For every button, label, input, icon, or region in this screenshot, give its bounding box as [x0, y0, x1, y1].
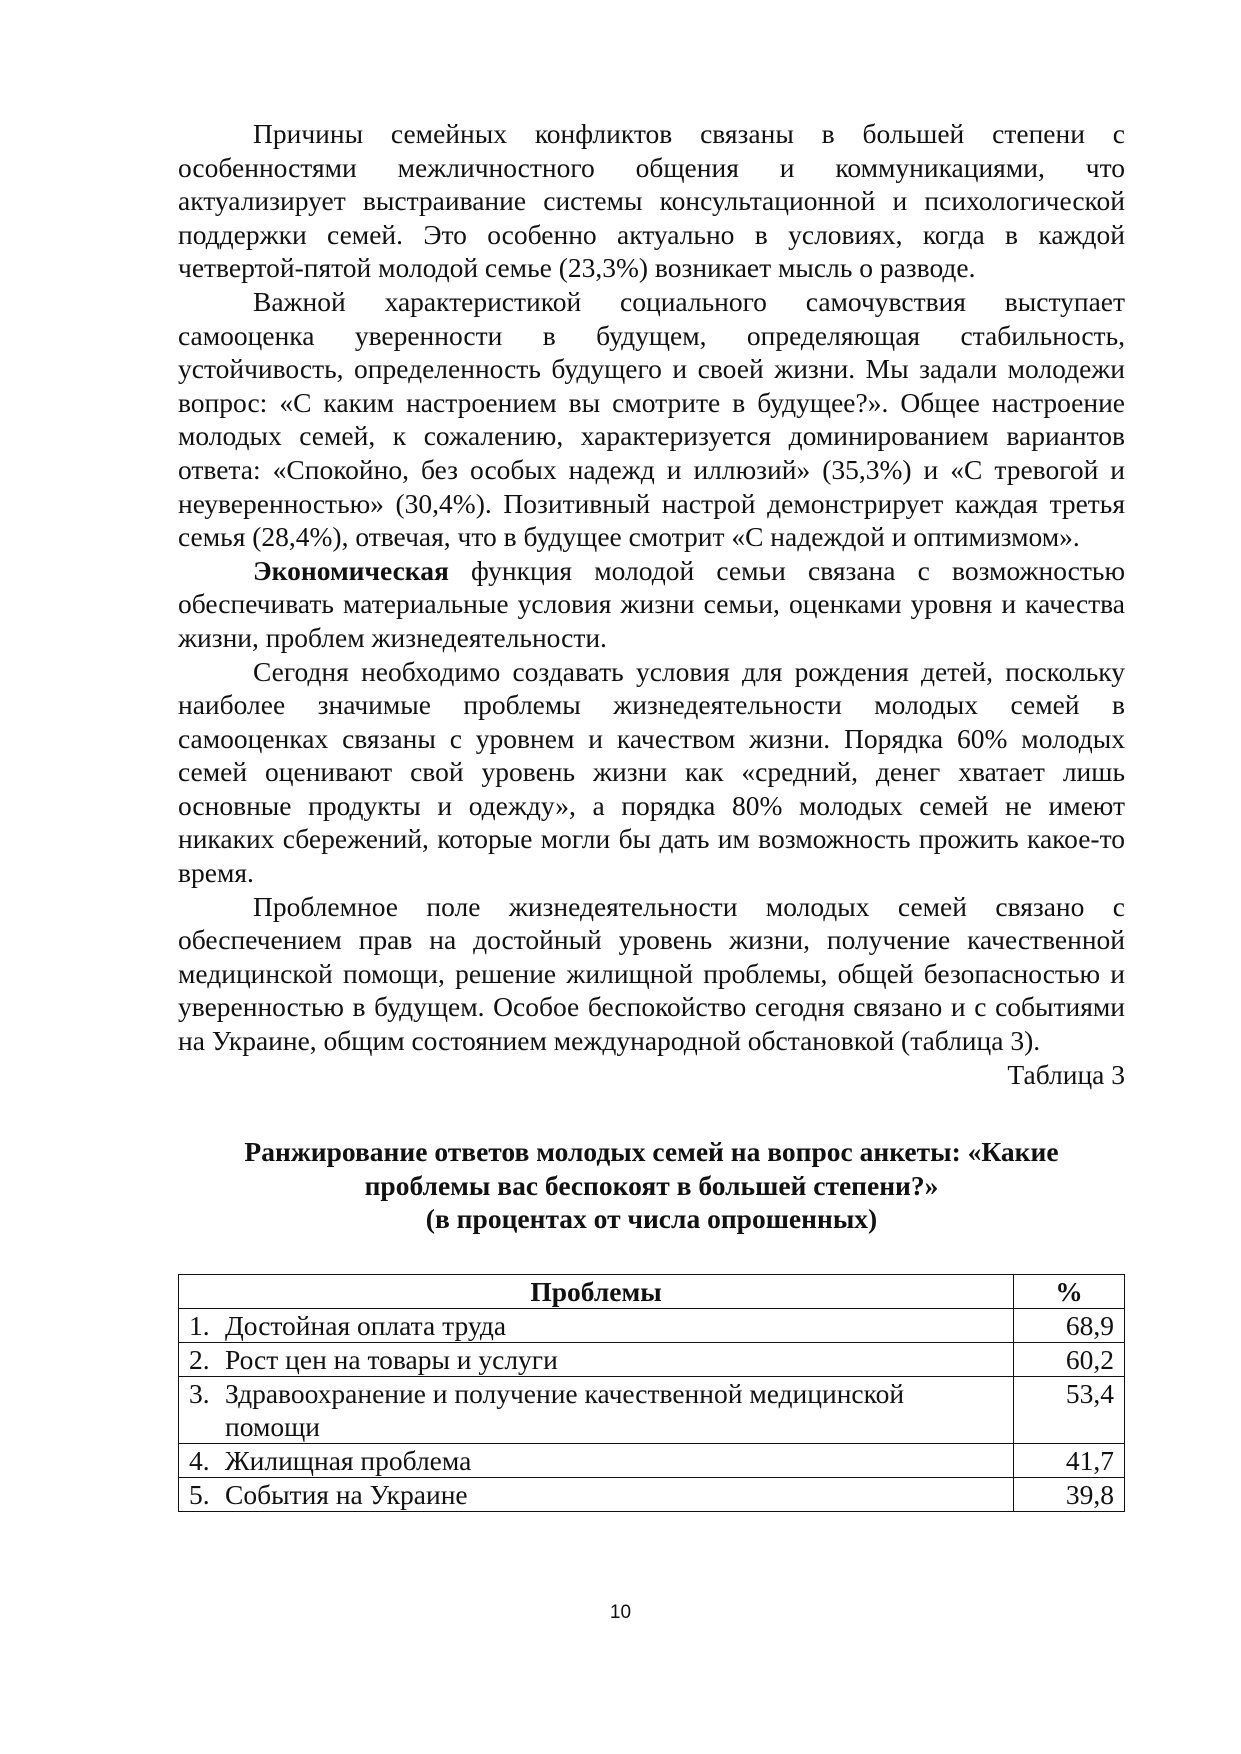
document-page [178, 117, 1125, 1512]
problem-text: Рост цен на товары и услуги [225, 1344, 558, 1375]
row-number: 5. [189, 1479, 210, 1510]
column-header-percent: % [1014, 1275, 1125, 1309]
table-row [179, 1377, 1125, 1444]
problems-table [178, 1274, 1125, 1512]
percent-cell: 68,9 [1014, 1309, 1125, 1343]
problem-text: Здравоохранение и получение качественной медицинской помощи [225, 1378, 905, 1442]
page-number: 10 [609, 1602, 632, 1623]
row-number: 3. [189, 1378, 210, 1409]
paragraph-problem-field: Проблемное поле жизнедеятельности молодых семей связано с обеспечением прав на достойный уровень жизни, получение качественной медицинской помощи, решение жилищной проблемы, общей безопасностью и уверенностью в будущем. Особое беспокойство сегодня связано и с событиями на Украине, общим состоянием международной обстановкой (таблица 3). [178, 890, 1125, 1057]
row-number: 2. [189, 1344, 210, 1375]
table-row [179, 1478, 1125, 1512]
percent-cell: 53,4 [1014, 1377, 1125, 1444]
problem-text: Жилищная проблема [225, 1445, 472, 1476]
problem-text: Достойная оплата труда [225, 1310, 507, 1341]
table-row [179, 1343, 1125, 1377]
row-number: 1. [189, 1310, 210, 1341]
problem-cell [179, 1478, 1014, 1512]
problem-cell [179, 1343, 1014, 1377]
paragraph-economic-function-text: функция молодой семьи связана с возможностью обеспечивать материальные условия жизни семьи, оценками уровня и качества жизни, проблем жизнедеятельности. [178, 554, 1125, 653]
row-number: 4. [189, 1445, 210, 1476]
table-title-line-3: (в процентах от числа опрошенных) [425, 1203, 878, 1235]
table-row [179, 1309, 1125, 1343]
table-label: Таблица 3 [1007, 1058, 1125, 1090]
percent-cell: 41,7 [1014, 1444, 1125, 1478]
table-header-row [179, 1275, 1125, 1309]
problem-text: События на Украине [225, 1479, 468, 1510]
paragraph-economic-function [178, 554, 1125, 655]
percent-cell: 60,2 [1014, 1343, 1125, 1377]
paragraph-family-conflicts: Причины семейных конфликтов связаны в большей степени с особенностями межличностного общения и коммуникациями, что актуализирует выстраивание системы консультационной и психологической поддержки семей. Это особенно актуально в условиях, когда в каждой четвертой-пятой молодой семье (23,3%) возникает мысль о разводе. [178, 118, 1125, 284]
paragraph-living-standards: Сегодня необходимо создавать условия для рождения детей, поскольку наиболее значимые проблемы жизнедеятельности молодых семей в самооценках связаны с уровнем и качеством жизни. Порядка 60% молодых семей оценивают свой уровень жизни как «средний, денег хватает лишь основные продукты и одежду», а порядка 80% молодых семей не имеют никаких сбережений, которые могли бы дать им возможность прожить какое-то время. [178, 655, 1125, 889]
table-title-line-2: проблемы вас беспокоят в большей степени?» [364, 1169, 939, 1201]
problem-cell [179, 1377, 1014, 1444]
column-header-problems: Проблемы [179, 1275, 1014, 1309]
problem-cell [179, 1309, 1014, 1343]
paragraph-future-mood: Важной характеристикой социального самочувствия выступает самооценка уверенности в будущем, определяющая стабильность, устойчивость, определенность будущего и своей жизни. Мы задали молодежи вопрос: «С каким настроением вы смотрите в будущее?». Общее настроение молодых семей, к сожалению, характеризуется доминированием вариантов ответа: «Спокойно, без особых надежд и иллюзий» (35,3%) и «С тревогой и неуверенностью» (30,4%). Позитивный настрой демонстрирует каждая третья семья (28,4%), отвечая, что в будущее смотрит «С надеждой и оптимизмом». [178, 285, 1125, 553]
table-title [178, 1135, 1125, 1236]
problem-cell [179, 1444, 1014, 1478]
table-title-line-1: Ранжирование ответов молодых семей на вопрос анкеты: «Какие [244, 1136, 1059, 1168]
table-row [179, 1444, 1125, 1478]
bold-term-economic: Экономическая [253, 554, 449, 586]
percent-cell: 39,8 [1014, 1478, 1125, 1512]
